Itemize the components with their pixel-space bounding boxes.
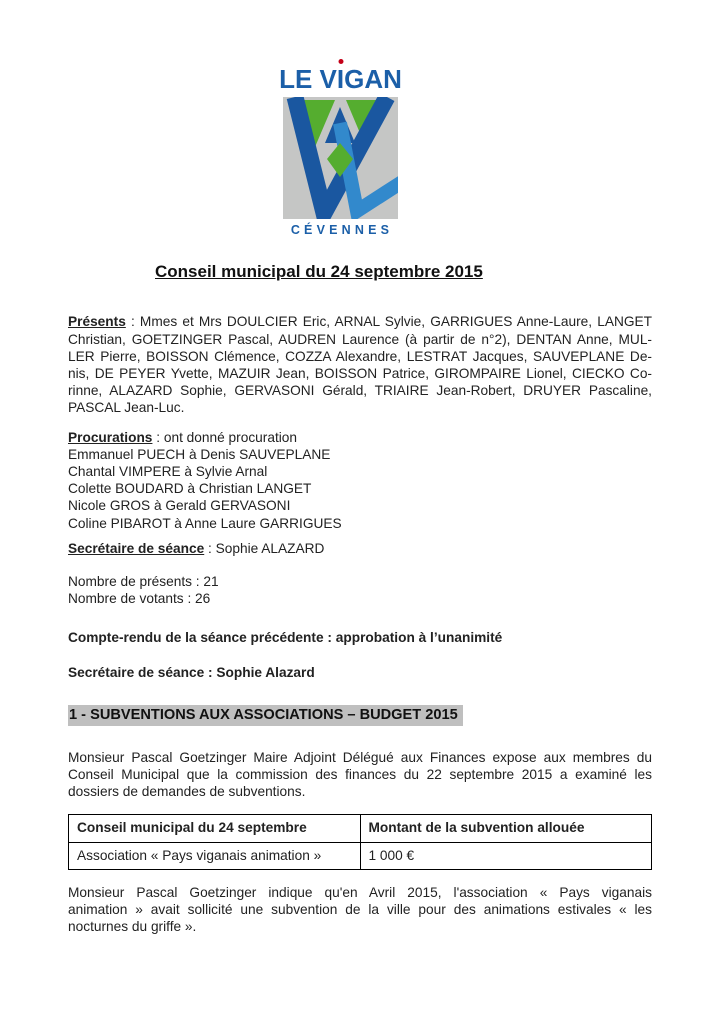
table-row bbox=[69, 842, 652, 869]
table-cell-association: Association « Pays viganais animation » bbox=[69, 842, 361, 869]
table-header-montant: Montant de la subvention allouée bbox=[360, 815, 652, 842]
procuration-item: Nicole GROS à Gerald GERVASONI bbox=[68, 498, 291, 514]
paragraph-line: Conseil Municipal que la commission des finances du 22 septembre 2015 a examiné les bbox=[68, 767, 652, 783]
paragraph-line: animation » avait sollicité une subvention de la ville pour des animations estivales « les bbox=[68, 902, 652, 918]
procuration-item: Coline PIBAROT à Anne Laure GARRIGUES bbox=[68, 515, 342, 531]
table-cell-montant: 1 000 € bbox=[360, 842, 652, 869]
procurations-paragraph bbox=[68, 429, 652, 532]
section-1-heading: 1 - SUBVENTIONS AUX ASSOCIATIONS – BUDGET 2015 bbox=[68, 705, 463, 726]
le-vigan-logo bbox=[277, 0, 404, 239]
counts-block bbox=[68, 573, 652, 607]
secretaire-bold-line: Secrétaire de séance : Sophie Alazard bbox=[68, 664, 315, 680]
presents-line: PASCAL Jean-Luc. bbox=[68, 400, 185, 416]
paragraph-line: Monsieur Pascal Goetzinger Maire Adjoint Délégué aux Finances expose aux membres du bbox=[68, 749, 652, 765]
procurations-line bbox=[68, 429, 652, 446]
table-header-seance: Conseil municipal du 24 septembre bbox=[69, 815, 361, 842]
logo-subtitle: CÉVENNES bbox=[290, 223, 394, 237]
presents-line: nis, DE PEYER Yvette, MAZUIR Jean, BOISSON Patrice, GIROMPAIRE Lionel, CIECKO Co- bbox=[68, 366, 652, 382]
secretaire-label: Secrétaire de séance bbox=[68, 540, 205, 556]
section-1-paragraph-2 bbox=[68, 884, 652, 936]
procuration-item: Chantal VIMPERE à Sylvie Arnal bbox=[68, 464, 268, 480]
logo-wordmark-prefix: LE V bbox=[279, 64, 337, 94]
procuration-item: Emmanuel PUECH à Denis SAUVEPLANE bbox=[68, 446, 331, 462]
procurations-label: Procurations bbox=[68, 429, 153, 445]
subvention-table bbox=[68, 814, 652, 869]
procurations-intro: : ont donné procuration bbox=[156, 429, 298, 445]
presents-line: Christian, GOETZINGER Pascal, AUDREN Laurence (à partir de n°2), DENTAN Anne, MUL- bbox=[68, 331, 652, 347]
presents-line bbox=[68, 313, 652, 330]
presents-line1-text: : Mmes et Mrs DOULCIER Eric, ARNAL Sylvie, GARRIGUES Anne-Laure, LANGET bbox=[130, 314, 652, 330]
logo-wordmark-suffix: GAN bbox=[344, 64, 402, 94]
page-title: Conseil municipal du 24 septembre 2015 bbox=[155, 262, 483, 282]
table-header-row bbox=[69, 815, 652, 842]
paragraph-line: dossiers de demandes de subventions. bbox=[68, 784, 306, 800]
count-votants: Nombre de votants : 26 bbox=[68, 591, 211, 607]
secretaire-line bbox=[68, 540, 652, 557]
paragraph-line: Monsieur Pascal Goetzinger indique qu'en Avril 2015, l'association « Pays viganais bbox=[68, 884, 652, 900]
presents-paragraph bbox=[68, 313, 652, 416]
secretaire-value: : Sophie ALAZARD bbox=[208, 540, 325, 556]
presents-label: Présents bbox=[68, 314, 126, 330]
logo-wordmark-i-reddot: I bbox=[336, 64, 345, 94]
section-1-paragraph-1 bbox=[68, 749, 652, 801]
procuration-item: Colette BOUDARD à Christian LANGET bbox=[68, 481, 312, 497]
subvention-table-wrap bbox=[68, 814, 652, 869]
count-presents: Nombre de présents : 21 bbox=[68, 574, 219, 590]
presents-line: LER Pierre, BOISSON Clémence, COZZA Alexandre, LESTRAT Jacques, SAUVEPLANE De- bbox=[68, 348, 652, 364]
presents-line: rinne, ALAZARD Sophie, GERVASONI Gérald, TRIAIRE Jean-Robert, DRUYER Pascaline, bbox=[68, 383, 652, 399]
logo-wordmark bbox=[277, 58, 404, 94]
paragraph-line: nocturnes du griffe ». bbox=[68, 919, 197, 935]
compte-rendu-line: Compte-rendu de la séance précédente : approbation à l’unanimité bbox=[68, 630, 503, 646]
logo-monogram-icon bbox=[283, 97, 398, 219]
